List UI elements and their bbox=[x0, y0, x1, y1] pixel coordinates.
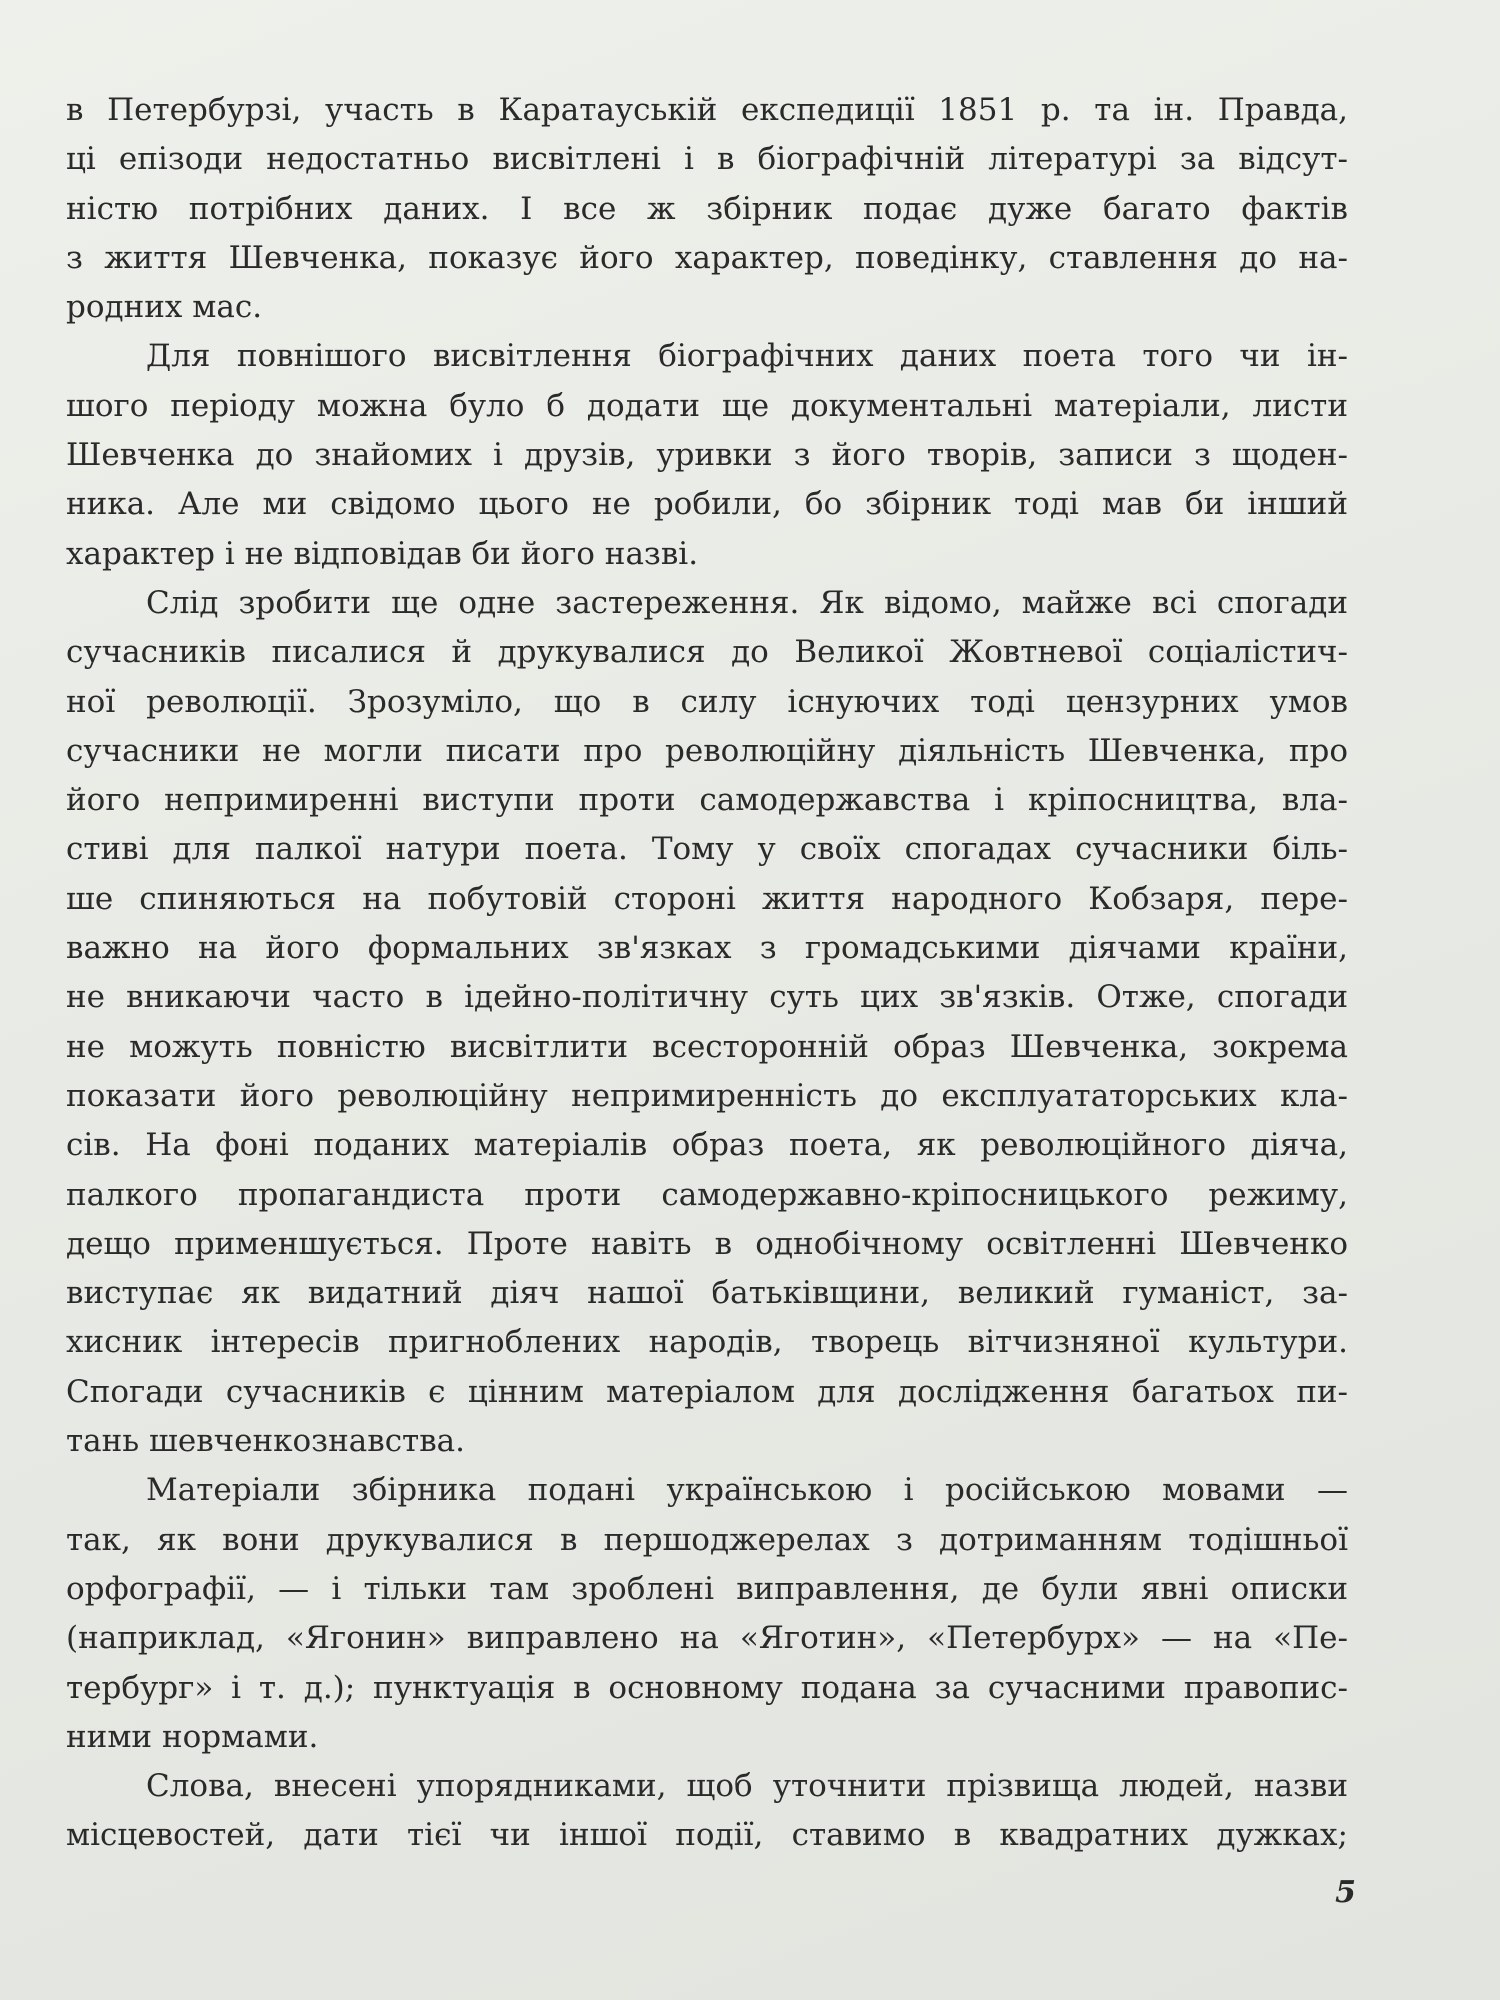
paragraph bbox=[66, 1466, 1348, 1762]
text-line: палкого пропагандиста проти самодержавно-кріпосницького режиму, bbox=[66, 1176, 1348, 1213]
text-line: так, як вони друкувалися в першоджерелах з дотриманням тодішньої bbox=[66, 1521, 1348, 1558]
text-line: стиві для палкої натури поета. Тому у своїх спогадах сучасники біль- bbox=[66, 831, 1348, 868]
text-line: в Петербурзі, участь в Каратауській експедиції 1851 р. та ін. Правда, bbox=[66, 92, 1348, 128]
paragraph bbox=[66, 579, 1348, 1466]
text-line: місцевостей, дати тієї чи іншої події, ставимо в квадратних дужках; bbox=[66, 1817, 1348, 1854]
text-line: Слід зробити ще одне застереження. Як відомо, майже всі спогади bbox=[146, 584, 1348, 621]
text-line: тань шевченкознавства. bbox=[66, 1423, 465, 1460]
paragraph bbox=[66, 1762, 1348, 1861]
text-line: виступає як видатний діяч нашої батьківщини, великий гуманіст, за- bbox=[66, 1275, 1348, 1312]
page-number: 5 bbox=[1335, 1875, 1356, 1910]
text-line: його непримиренні виступи проти самодержавства і кріпосництва, вла- bbox=[66, 782, 1348, 819]
text-line: (наприклад, «Ягонин» виправлено на «Яготин», «Петербурх» — на «Пе- bbox=[66, 1620, 1348, 1657]
text-line: ними нормами. bbox=[66, 1718, 319, 1755]
body-text bbox=[66, 86, 1348, 1861]
text-line: сучасники не могли писати про революційну діяльність Шевченка, про bbox=[66, 732, 1348, 769]
text-line: ної революції. Зрозуміло, що в силу існуючих тоді цензурних умов bbox=[66, 683, 1348, 720]
text-line: ше спиняються на побутовій стороні життя народного Кобзаря, пере- bbox=[66, 880, 1348, 917]
text-line: хисник інтересів пригноблених народів, творець вітчизняної культури. bbox=[66, 1324, 1348, 1361]
text-line: важно на його формальних зв'язках з громадськими діячами країни, bbox=[66, 930, 1348, 967]
text-line: не вникаючи часто в ідейно-політичну суть цих зв'язків. Отже, спогади bbox=[66, 979, 1348, 1016]
text-line: не можуть повністю висвітлити всесторонній образ Шевченка, зокрема bbox=[66, 1028, 1348, 1065]
text-line: Шевченка до знайомих і друзів, уривки з його творів, записи з щоден- bbox=[66, 437, 1348, 474]
text-line: показати його революційну непримиренність до експлуататорських кла- bbox=[66, 1077, 1348, 1114]
text-line: родних мас. bbox=[66, 289, 263, 326]
text-line: дещо применшується. Проте навіть в однобічному освітленні Шевченко bbox=[66, 1225, 1348, 1262]
text-line: Спогади сучасників є цінним матеріалом для дослідження багатьох пи- bbox=[66, 1373, 1348, 1410]
text-line: ці епізоди недостатньо висвітлені і в біографічній літературі за відсут- bbox=[66, 141, 1348, 178]
text-line: ника. Але ми свідомо цього не робили, бо збірник тоді мав би інший bbox=[66, 486, 1348, 523]
text-line: Слова, внесені упорядниками, щоб уточнити прізвища людей, назви bbox=[146, 1768, 1348, 1805]
text-line: орфографії, — і тільки там зроблені виправлення, де були явні описки bbox=[66, 1570, 1348, 1607]
text-line: тербург» і т. д.); пунктуація в основному подана за сучасними правопис- bbox=[66, 1669, 1348, 1706]
text-line: сучасників писалися й друкувалися до Великої Жовтневої соціалістич- bbox=[66, 634, 1348, 671]
text-line: Для повнішого висвітлення біографічних даних поета того чи ін- bbox=[146, 338, 1348, 375]
text-line: ністю потрібних даних. І все ж збірник подає дуже багато фактів bbox=[66, 190, 1348, 227]
text-line: шого періоду можна було б додати ще документальні матеріали, листи bbox=[66, 387, 1348, 424]
paragraph bbox=[66, 332, 1348, 578]
paragraph bbox=[66, 86, 1348, 332]
text-line: характер і не відповідав би його назві. bbox=[66, 535, 699, 572]
text-line: з життя Шевченка, показує його характер, поведінку, ставлення до на- bbox=[66, 239, 1348, 276]
text-line: Матеріали збірника подані українською і російською мовами — bbox=[146, 1472, 1348, 1509]
text-line: сів. На фоні поданих матеріалів образ поета, як революційного діяча, bbox=[66, 1127, 1348, 1164]
